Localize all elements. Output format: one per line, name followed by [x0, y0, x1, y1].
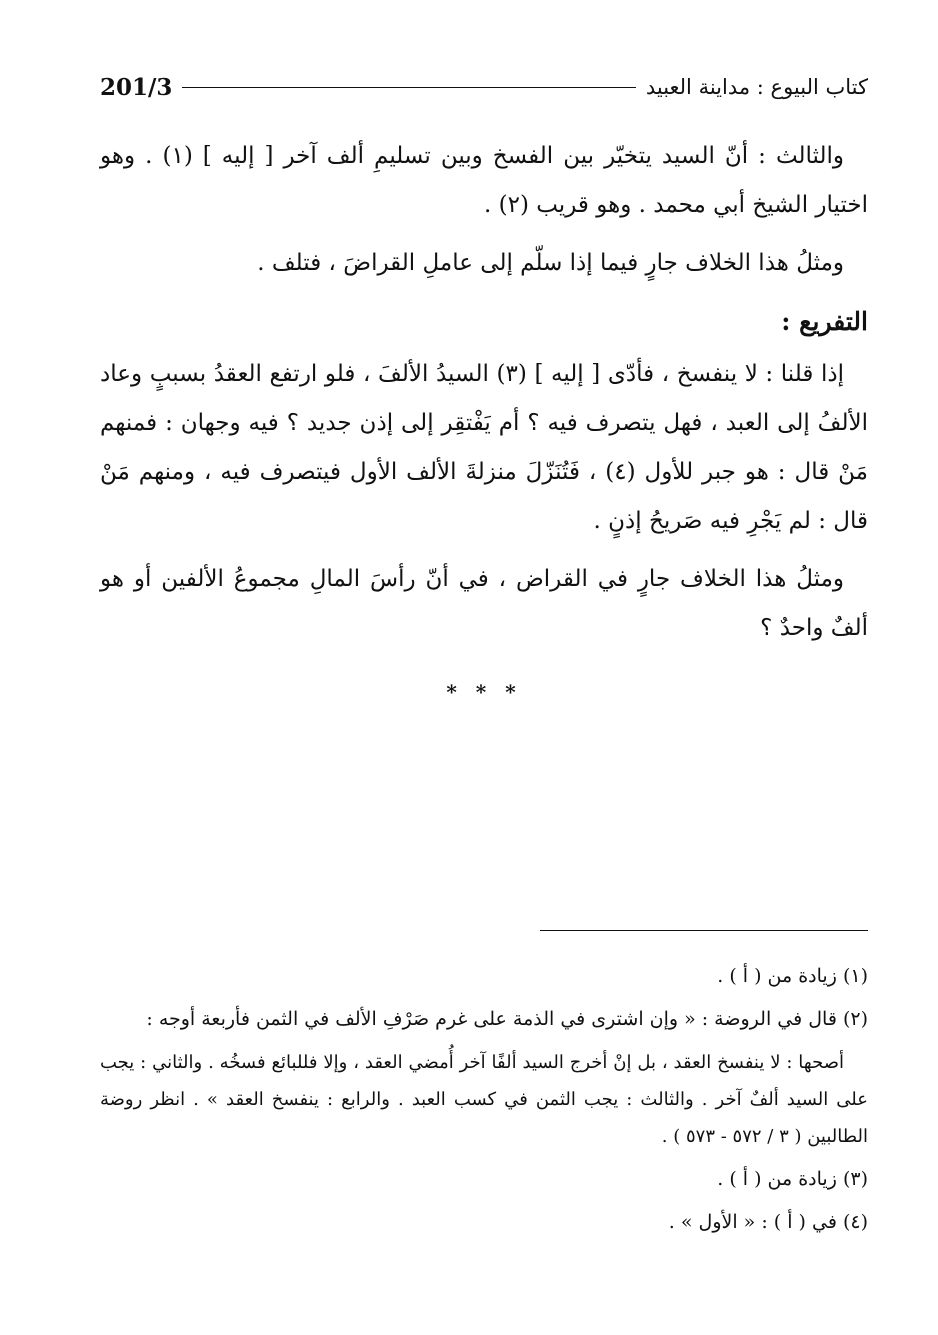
page-number: 201/3	[100, 73, 173, 101]
header-rule	[182, 87, 635, 88]
paragraph-4: ومثلُ هذا الخلاف جارٍ في القراض ، في أنّ رأسَ المالِ مجموعُ الألفين أو هو ألفٌ واحدٌ ؟	[100, 566, 868, 641]
footnote-1: (١) زيادة من ( أ ) .	[717, 965, 868, 987]
paragraph-1: والثالث : أنّ السيد يتخيّر بين الفسخ وبين تسليمِ ألف آخر [ إليه ] (١) . وهو اختيار الشيخ أبي محمد . وهو قريب (٢) .	[100, 143, 868, 218]
running-header	[100, 70, 868, 104]
footnote-4: (٤) في ( أ ) : « الأول » .	[668, 1211, 868, 1233]
footnote-rule	[540, 930, 868, 931]
footnote-3: (٣) زيادة من ( أ ) .	[717, 1168, 868, 1190]
paragraph-2: ومثلُ هذا الخلاف جارٍ فيما إذا سلّم إلى عاملِ القراضَ ، فتلف .	[257, 250, 844, 276]
section-separator: * * *	[446, 680, 522, 704]
footnotes	[100, 958, 868, 1247]
footnote-2: (٢) قال في الروضة : « وإن اشترى في الذمة على غرم صَرْفِ الألف في الثمن فأربعة أوجه :	[146, 1008, 868, 1030]
main-text	[100, 132, 868, 707]
running-title: كتاب البيوع : مداينة العبيد	[645, 75, 868, 99]
paragraph-3: إذا قلنا : لا ينفسخ ، فأدّى [ إليه ] (٣) السيدُ الألفَ ، فلو ارتفع العقدُ بسببٍ وعاد الألفُ إلى العبد ، فهل يتصرف فيه ؟ أم يَفْتقِر إلى إذن جديد ؟ فيه وجهان : فمنهم مَنْ قال : هو جبر للأول (٤) ، فَتُنَزّلَ منزلةَ الألف الأول فيتصرف فيه ، ومنهم مَنْ قال : لم يَجْرِ فيه صَريحُ إذنٍ .	[100, 361, 868, 534]
footnote-2-continued: أصحها : لا ينفسخ العقد ، بل إنْ أخرج السيد ألفًا آخر أُمضي العقد ، وإلا فللبائع فسخُه . والثاني : يجب على السيد ألفٌ آخر . والثالث : يجب الثمن في كسب العبد . والرابع : ينفسخ العقد » . انظر روضة الطالبين ( ٣ / ٥٧٢ - ٥٧٣ ) .	[100, 1052, 868, 1147]
section-heading: التفريع :	[781, 307, 868, 336]
